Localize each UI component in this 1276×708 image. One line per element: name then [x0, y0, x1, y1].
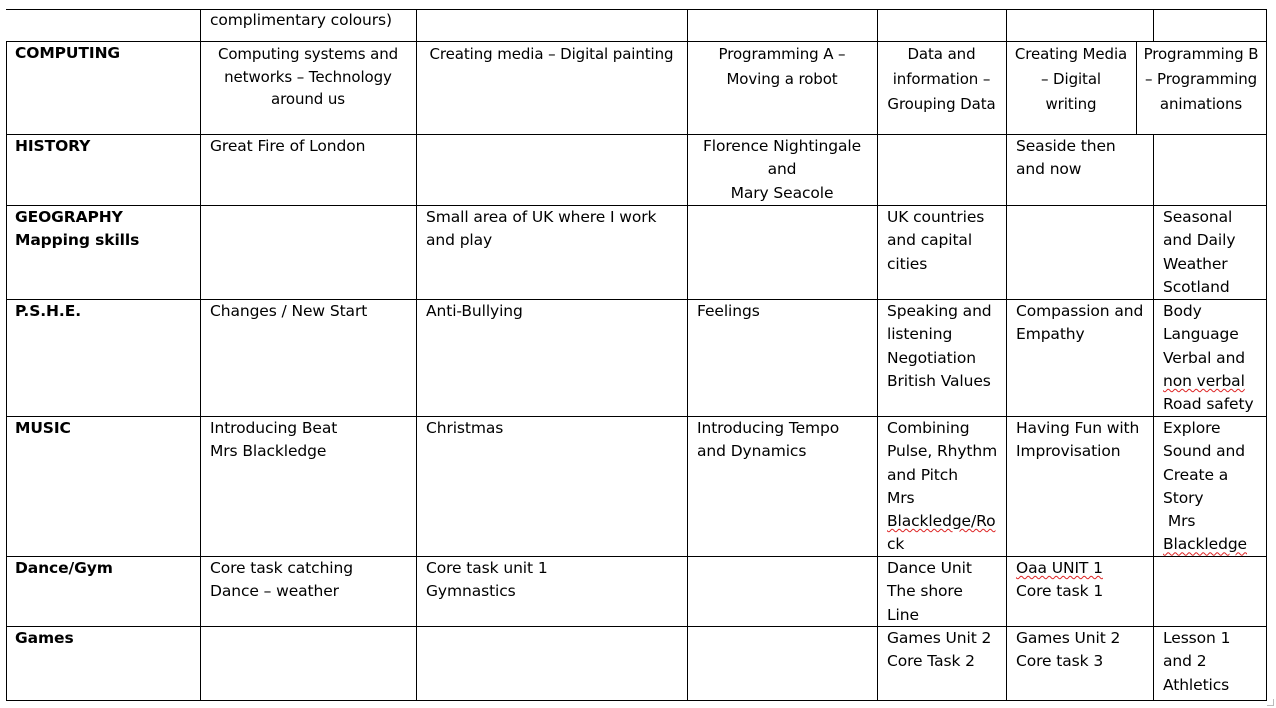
- cell-pshe-6: Body Language Verbal and non verbal Road safety: [1163, 302, 1254, 414]
- cell-music-4: Combining Pulse, Rhythm and Pitch Mrs Blackledge/Ro ck: [887, 419, 998, 554]
- cell-dance-4: Dance Unit The shore Line: [887, 559, 972, 624]
- cell-dance-2: Core task unit 1 Gymnastics: [426, 559, 548, 601]
- cell-dance-1: Core task catching Dance – weather: [210, 559, 353, 601]
- cell-pshe-3: Feelings: [697, 302, 760, 320]
- subject-dance-gym: Dance/Gym: [15, 559, 113, 577]
- cell-dance-5: Oaa UNIT 1 Core task 1: [1016, 559, 1104, 601]
- cell-computing-1: Computing systems and networks – Technology around us: [217, 45, 399, 108]
- cell-games-4: Games Unit 2 Core Task 2: [887, 629, 992, 671]
- cell-music-5: Having Fun with Improvisation: [1016, 419, 1140, 461]
- cell-history-5: Seaside then and now: [1016, 137, 1116, 179]
- cell-history-3: Florence Nightingale and Mary Seacole: [702, 137, 862, 202]
- cell-pshe-1: Changes / New Start: [210, 302, 368, 320]
- cell-pshe-2: Anti-Bullying: [426, 302, 523, 320]
- cell-geography-6: Seasonal and Daily Weather Scotland: [1163, 208, 1236, 296]
- cell-computing-3: Programming A – Moving a robot: [718, 45, 846, 88]
- cell-pshe-4: Speaking and listening Negotiation British Values: [887, 302, 992, 390]
- cell-art-continuation: complimentary colours): [210, 11, 392, 29]
- subject-computing: COMPUTING: [15, 44, 121, 62]
- cell-games-6: Lesson 1 and 2 Athletics: [1163, 629, 1231, 694]
- page-corner-mark: [1267, 699, 1274, 706]
- cell-games-5: Games Unit 2 Core task 3: [1016, 629, 1121, 671]
- subject-pshe: P.S.H.E.: [15, 302, 81, 320]
- cell-music-1: Introducing Beat Mrs Blackledge: [210, 419, 338, 461]
- cell-pshe-5: Compassion and Empathy: [1016, 302, 1144, 344]
- cell-music-6: Explore Sound and Create a Story Mrs Blackledge: [1163, 419, 1247, 554]
- subject-geography: GEOGRAPHY Mapping skills: [15, 208, 140, 250]
- subject-games: Games: [15, 629, 74, 647]
- cell-geography-2: Small area of UK where I work and play: [426, 208, 657, 250]
- cell-history-1: Great Fire of London: [210, 137, 366, 155]
- cell-computing-4: Data and information – Grouping Data: [887, 45, 996, 113]
- cell-music-2: Christmas: [426, 419, 504, 437]
- cell-computing-6: Programming B – Programming animations: [1143, 45, 1259, 113]
- subject-music: MUSIC: [15, 419, 71, 437]
- cell-computing-5: Creating Media – Digital writing: [1014, 45, 1128, 113]
- cell-geography-4: UK countries and capital cities: [887, 208, 985, 273]
- cell-computing-2: Creating media – Digital painting: [429, 45, 674, 63]
- cell-music-3: Introducing Tempo and Dynamics: [697, 419, 840, 461]
- subject-history: HISTORY: [15, 137, 91, 155]
